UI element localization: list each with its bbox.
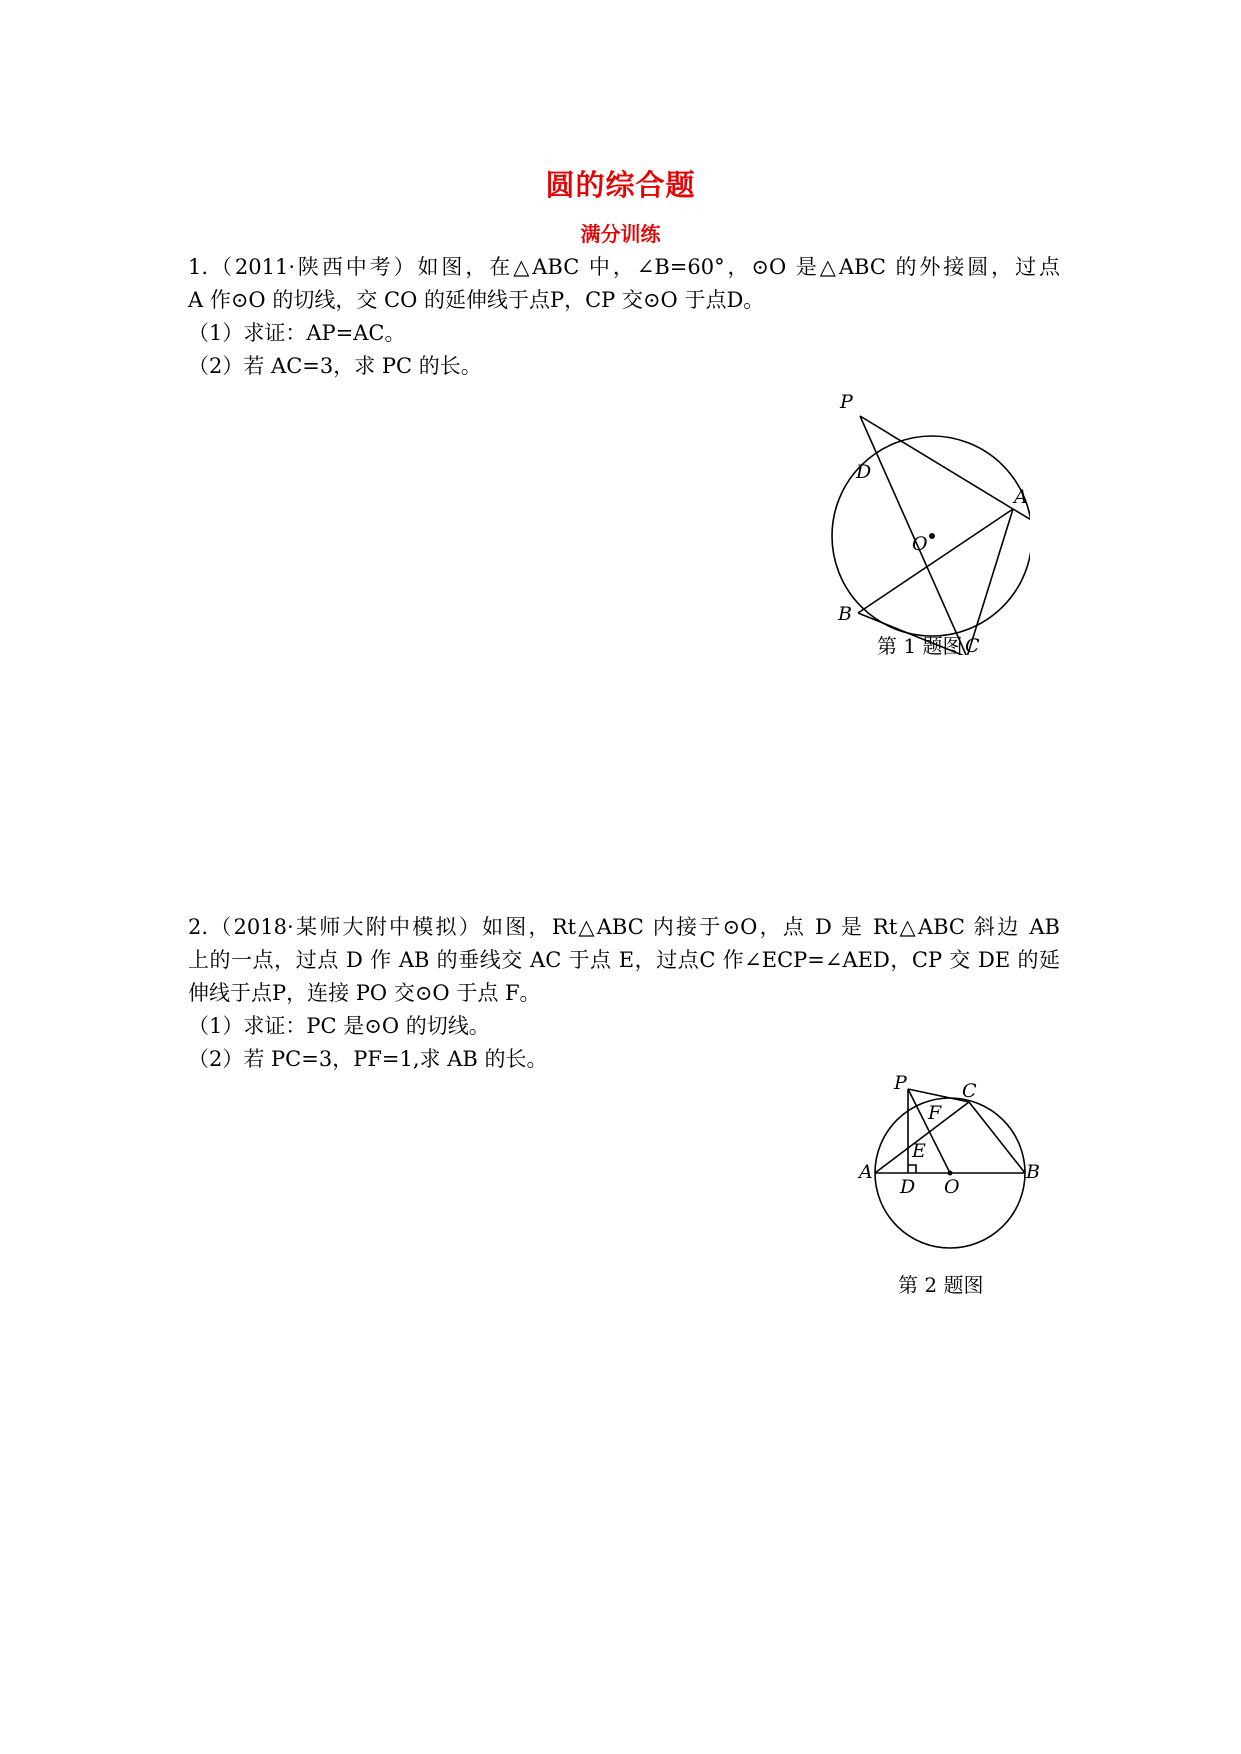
center-point-o — [948, 1171, 953, 1176]
problem-2-line-3: 伸线于点P，连接 PO 交⊙O 于点 F。 — [188, 981, 541, 1005]
problem-2-part-2: （2）若 PC=3，PF=1,求 AB 的长。 — [188, 1047, 548, 1071]
label-p: P — [894, 1075, 907, 1094]
problem-1-line-1: 1.（2011·陕西中考）如图，在△ABC 中，∠B=60°，⊙O 是△ABC 的外接圆，过点 — [188, 255, 1060, 279]
problem-2-figure-caption: 第 2 题图 — [898, 1273, 984, 1297]
center-point-o — [929, 533, 935, 539]
label-c: C — [962, 1080, 977, 1102]
right-angle-mark — [908, 1165, 916, 1173]
problem-2-line-1: 2.（2018·某师大附中模拟）如图，Rt△ABC 内接于⊙O，点 D 是 Rt△ABC 斜边 AB — [188, 915, 1060, 939]
label-f: F — [928, 1102, 942, 1124]
label-o: O — [912, 533, 928, 555]
problem-2-figure — [848, 1075, 1048, 1260]
problem-1-part-2: （2）若 AC=3，求 PC 的长。 — [188, 354, 482, 378]
label-p: P — [840, 391, 853, 413]
label-c: C — [965, 635, 980, 655]
label-b: B — [1026, 1161, 1040, 1183]
problem-2-part-1: （1）求证：PC 是⊙O 的切线。 — [188, 1014, 490, 1038]
segment-ac — [967, 509, 1013, 655]
label-a: A — [1014, 486, 1028, 508]
segment-ab — [858, 509, 1013, 613]
problem-1-figure — [830, 390, 1030, 655]
label-d: D — [856, 461, 872, 483]
page-subtitle: 满分训练 — [580, 222, 661, 246]
tangent-extension — [1013, 509, 1030, 524]
label-a: A — [859, 1161, 873, 1183]
problem-1-line-2: A 作⊙O 的切线，交 CO 的延伸线于点P，CP 交⊙O 于点D。 — [188, 288, 765, 312]
segment-pa — [860, 416, 1013, 509]
problem-2-line-2: 上的一点，过点 D 作 AB 的垂线交 AC 于点 E，过点C 作∠ECP=∠AED，CP 交 DE 的延 — [188, 948, 1060, 972]
segment-ac — [875, 1102, 969, 1173]
label-o: O — [944, 1176, 960, 1198]
segment-pc — [908, 1089, 969, 1102]
problem-1-part-1: （1）求证：AP=AC。 — [188, 321, 406, 345]
label-b: B — [838, 603, 852, 625]
page-title: 圆的综合题 — [545, 168, 696, 202]
label-e: E — [912, 1140, 926, 1162]
problem-1-figure-caption: 第 1 题图 — [877, 634, 963, 658]
label-d: D — [900, 1176, 916, 1198]
